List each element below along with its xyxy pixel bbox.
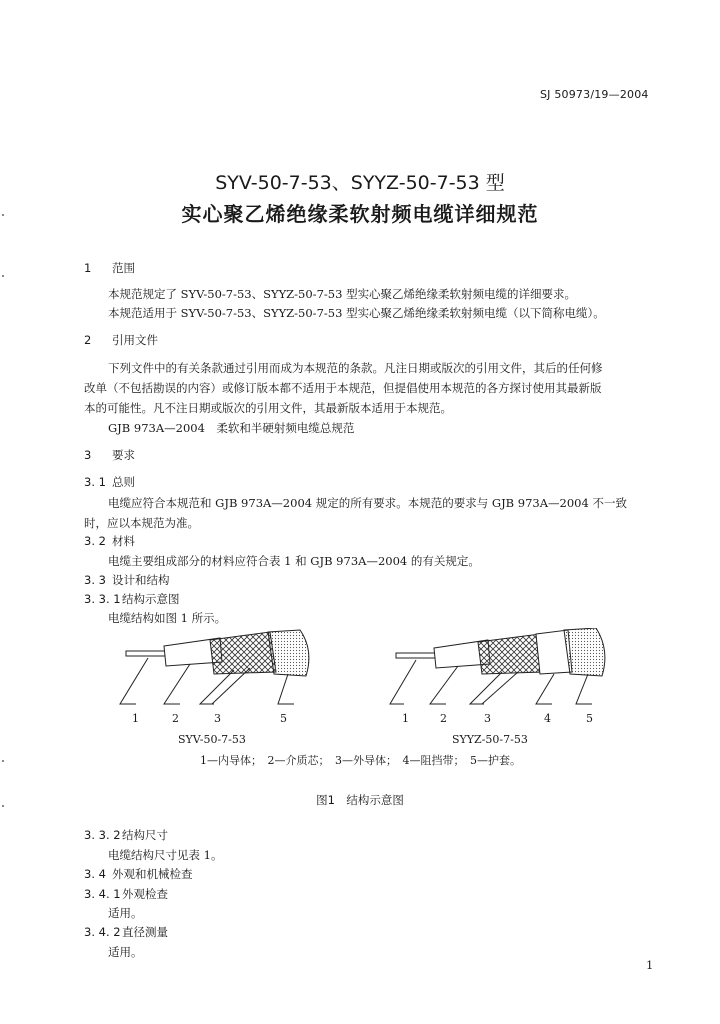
- inner-conductor: [396, 653, 440, 658]
- figure-right-caption: SYYZ-50-7-53: [452, 733, 528, 746]
- section-3-2-line-1: 电缆主要组成部分的材料应符合表 1 和 GJB 973A—2004 的有关规定。: [108, 554, 480, 568]
- section-3-3-1-line-1: 电缆结构如图 1 所示。: [108, 611, 227, 625]
- section-3-4-1-heading: 3. 4. 1外观检查: [84, 887, 168, 901]
- scan-mark: [2, 760, 4, 762]
- section-1-para-1: 本规范规定了 SYV-50-7-53、SYYZ-50-7-53 型实心聚乙烯绝缘柔软射频电缆的详细要求。: [108, 287, 577, 301]
- standard-number: SJ 50973/19—2004: [540, 88, 649, 101]
- jacket: [564, 628, 605, 676]
- scan-mark: [2, 275, 4, 277]
- section-3-4-heading: 3. 4 外观和机械检查: [84, 867, 193, 881]
- section-3-1-line-2: 时，应以本规范为准。: [84, 516, 199, 530]
- title-line-1: SYV-50-7-53、SYYZ-50-7-53 型: [215, 172, 505, 194]
- section-3-1-heading: 3. 1 总则: [84, 475, 135, 489]
- jacket: [268, 630, 309, 676]
- section-2-heading: 2 引用文件: [84, 333, 158, 347]
- section-3-4-1-line-1: 适用。: [108, 906, 143, 920]
- cable-syyz-drawing: [396, 628, 605, 676]
- section-2-para-line-1: 下列文件中的有关条款通过引用而成为本规范的条款。凡注日期或版次的引用文件，其后的任何修: [108, 361, 603, 375]
- outer-conductor-braid: [210, 632, 276, 674]
- figure-legend: 1—内导体； 2—介质芯； 3—外导体； 4—阻挡带； 5—护套。: [200, 754, 521, 767]
- page-number: 1: [646, 958, 654, 972]
- figure-title: 图1 结构示意图: [316, 793, 404, 807]
- reference-gjb: GJB 973A—2004 柔软和半硬射频电缆总规范: [108, 421, 355, 435]
- scan-mark: [2, 214, 4, 216]
- left-label-1: 1: [132, 712, 139, 725]
- figure-left-caption: SYV-50-7-53: [178, 733, 246, 746]
- section-3-4-2-heading: 3. 4. 2直径测量: [84, 925, 168, 939]
- left-label-2: 2: [172, 712, 179, 725]
- cable-syv-drawing: [126, 630, 309, 676]
- scan-mark: [2, 805, 4, 807]
- section-3-4-2-line-1: 适用。: [108, 945, 143, 959]
- right-label-5: 5: [586, 712, 593, 725]
- right-label-2: 2: [440, 712, 447, 725]
- section-3-heading: 3 要求: [84, 448, 135, 462]
- section-3-1-line-1: 电缆应符合本规范和 GJB 973A—2004 规定的所有要求。本规范的要求与 GJB 973A—2004 不一致: [108, 496, 627, 510]
- section-3-2-heading: 3. 2 材料: [84, 534, 135, 548]
- section-2-para-line-3: 本的可能性。凡不注日期或版次的引用文件，其最新版本适用于本规范。: [84, 401, 452, 415]
- section-3-3-heading: 3. 3 设计和结构: [84, 573, 170, 587]
- section-3-3-1-heading: 3. 3. 1结构示意图: [84, 592, 180, 606]
- left-label-3: 3: [214, 712, 221, 725]
- section-1-para-2: 本规范适用于 SYV-50-7-53、SYYZ-50-7-53 型实心聚乙烯绝缘柔软射频电缆（以下简称电缆）。: [108, 306, 605, 320]
- right-label-1: 1: [402, 712, 409, 725]
- title-line-2: 实心聚乙烯绝缘柔软射频电缆详细规范: [181, 202, 539, 226]
- section-3-3-2-line-1: 电缆结构尺寸见表 1。: [108, 848, 223, 862]
- cable-structure-figure: [100, 628, 620, 740]
- right-label-4: 4: [544, 712, 551, 725]
- left-label-5: 5: [280, 712, 287, 725]
- right-label-3: 3: [484, 712, 491, 725]
- section-2-para-line-2: 改单（不包括勘误的内容）或修订版本都不适用于本规范，但提倡使用本规范的各方探讨使用其最新版: [84, 381, 602, 395]
- section-1-heading: 1 范围: [84, 261, 135, 275]
- section-3-3-2-heading: 3. 3. 2结构尺寸: [84, 828, 168, 842]
